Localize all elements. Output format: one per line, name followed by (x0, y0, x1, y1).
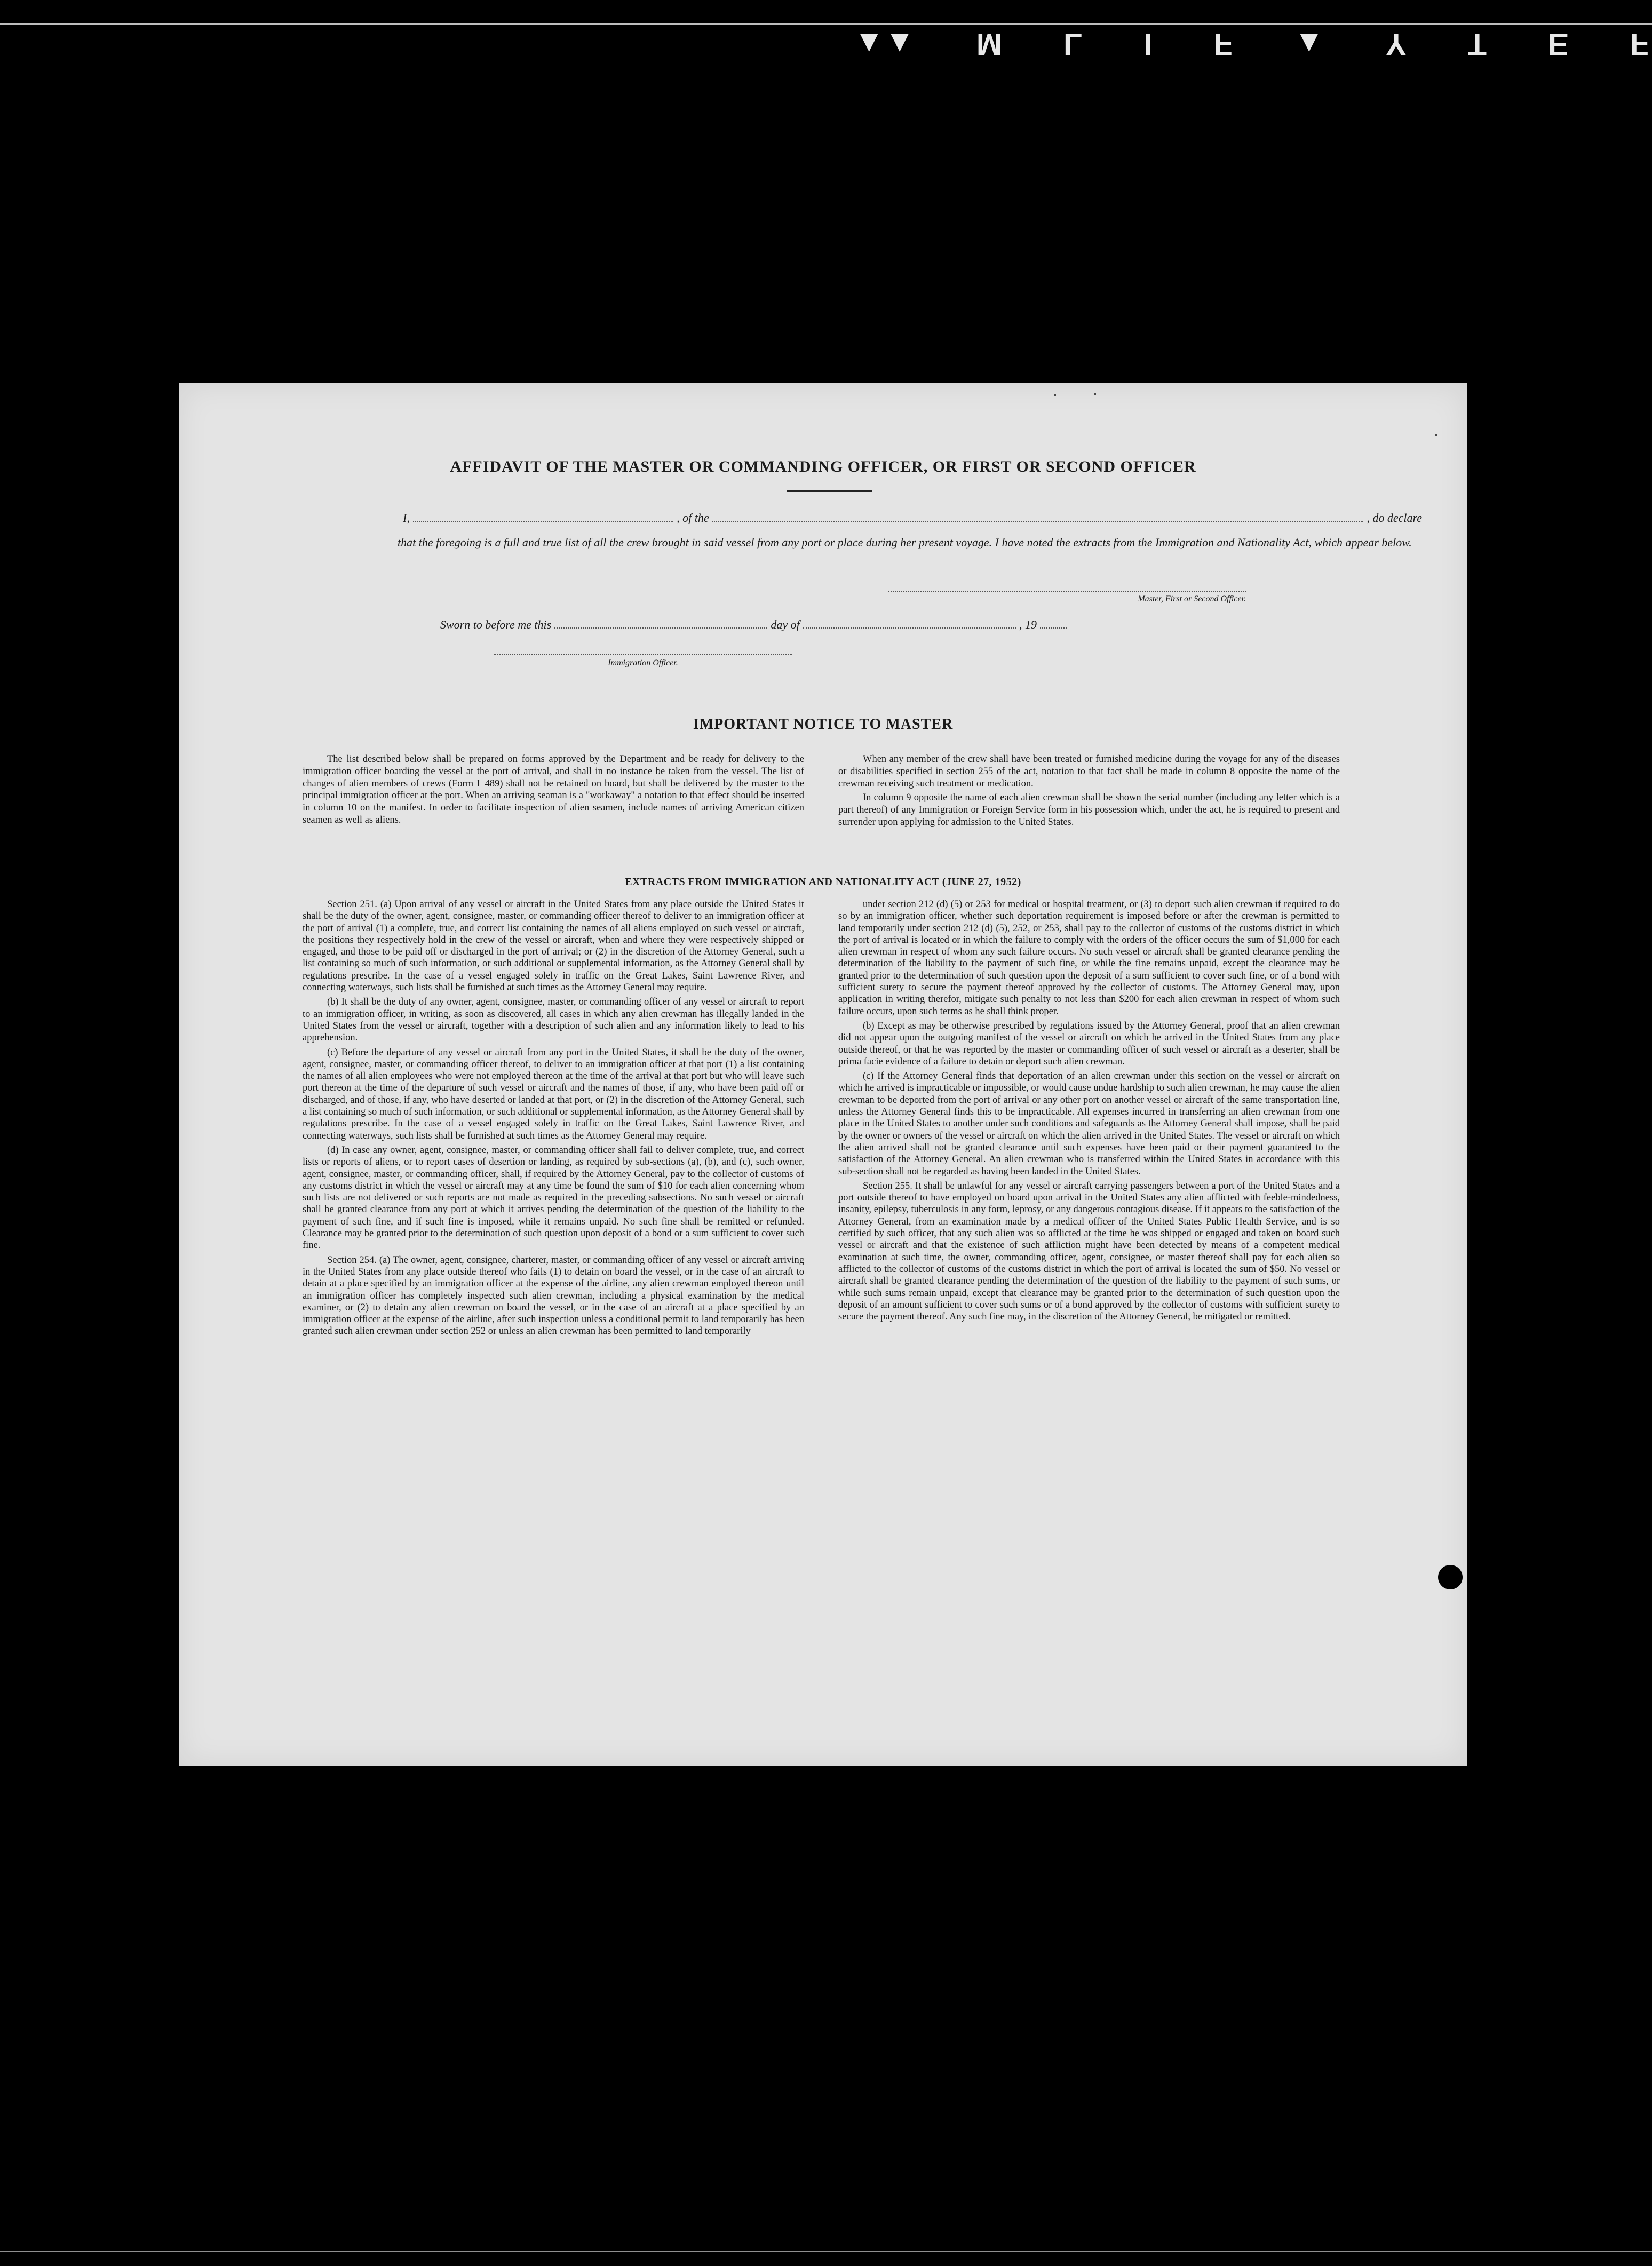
film-letter: F (1213, 27, 1233, 62)
notice-paragraph: The list described below shall be prepared on forms approved by the Department and be ready for delivery to the immigration officer boarding the vessel at the port of arrival, and shall in no instance be taken from the vessel. The list of changes of alien members of crews (Form I–489) shall not be retained on board, but shall be delivered by the master to the principal immigration officer at the port. When an arriving seaman is a "workaway" a notation to that effect should be inserted in column 10 on the manifest. In order to facilitate inspection of alien seamen, include names of arriving American citizen seamen as well as aliens. (303, 754, 804, 825)
scan-speck (1435, 434, 1437, 436)
declaration-line (403, 511, 1422, 525)
law-paragraph: Section 254. (a) The owner, agent, consignee, charterer, master, or commanding officer of any vessel or aircraft arriving in the United States from any place outside thereof who fails (1) to detain on board the vessel, or in the case of an aircraft to detain at a place specified by an immigration officer at the expense of the airline, any alien crewman employed thereon until an immigration officer has completely inspected such alien crewman, including a physical examination by the medical examiner, or (2) to detain any alien crewman on board the vessel, or in the case of an aircraft at a place specified by an immigration officer at the expense of the airline, after such inspection unless a conditional permit to land temporarily has been granted such alien crewman under section 252 or unless an alien crewman has been permitted to land temporarily (303, 1254, 804, 1337)
film-strip (0, 0, 1652, 69)
notice-title: IMPORTANT NOTICE TO MASTER (693, 716, 954, 733)
law-paragraph: Section 251. (a) Upon arrival of any vessel or aircraft in the United States from any place outside the United States it shall be the duty of the owner, agent, consignee, master, or commanding officer thereof to deliver to an immigration officer at the port of arrival (1) a complete, true, and correct list containing the names of all aliens employed on such vessel or aircraft, the positions they respectively hold in the crew of the vessel or aircraft, when and where they were respectively shipped or engaged, and those to be paid off or discharged in the port of arrival; or (2) in the discretion of the Attorney General, such a list containing so much of such information, or such additional or supplemental information, as the Attorney General shall by regulations prescribe. In the case of a vessel engaged solely in traffic on the Great Lakes, Saint Lawrence River, and connecting waterways, such lists shall be furnished at such times as the Attorney General may require. (303, 899, 804, 993)
notice-paragraph: In column 9 opposite the name of each alien crewman shall be shown the serial number (including any letter which is a part thereof) of any Immigration or Foreign Service form in his possession which, under the act, he is required to present and surrender upon applying for admission to the United States. (838, 792, 1340, 828)
declare-of-the: , of the (677, 511, 709, 524)
name-blank (413, 511, 673, 522)
notice-paragraph: When any member of the crew shall have been treated or furnished medicine during the voyage for any of the diseases or disabilities specified in section 255 of the act, notation to that fact shall be made in column 8 opposite the name of the crewman receiving such treatment or medication. (838, 754, 1340, 789)
law-paragraph: (c) Before the departure of any vessel or aircraft from any port in the United States, it shall be the duty of the owner, agent, consignee, master, or commanding officer thereof, to deliver to an immigration officer at that port (1) a list containing the names of all alien employees who were not employed thereon at the time of the arrival at that port but who will leave such port thereon at the time of the departure of such vessel or aircraft and the names of those, if any, who have been paid off or discharged, and of those, if any, who have deserted or landed at that port, or (2) in the discretion of the Attorney General, such a list containing so much of such information, or such additional or supplemental information, as the Attorney General shall by regulations prescribe. In the case of a vessel engaged solely in traffic on the Great Lakes, Saint Lawrence River, and connecting waterways, such lists shall be furnished at such times as the Attorney General may require. (303, 1047, 804, 1141)
notice-right-column (838, 753, 1340, 831)
film-letter: I (1143, 27, 1153, 62)
document-page (179, 383, 1467, 1766)
sworn-prefix: Sworn to before me this (440, 618, 552, 631)
film-letter: E (1547, 27, 1569, 62)
master-signature-label: Master, First or Second Officer. (888, 591, 1246, 604)
sworn-line (440, 618, 1070, 632)
film-letter: T (1467, 27, 1487, 62)
film-letter: M (976, 27, 1003, 62)
officer-signature-label: Immigration Officer. (494, 654, 792, 668)
sworn-date-blank (554, 618, 767, 629)
title-rule (787, 490, 872, 492)
scan-speck (1094, 393, 1096, 395)
law-paragraph: (c) If the Attorney General finds that deportation of an alien crewman under this section on the vessel or aircraft on which he arrived is impracticable or impossible, or would cause undue hardship to such alien crewman, he may cause the alien crewman to be deported from the port of arrival or any other port on another vessel or aircraft of the same transportation line, unless the Attorney General finds this to be impracticable. All expenses incurred in transferring an alien crewman from one place in the United States to another under such conditions and safeguards as the Attorney General shall impose, shall be paid by the owner or owners of the vessel or aircraft on which the alien arrived in the United States. The vessel or aircraft on which the alien arrived shall not be granted clearance until such expenses have been paid or their payment guaranteed to the satisfaction of the Attorney General. An alien crewman who is transferred within the United States in accordance with this sub-section shall not be regarded as having been landed in the United States. (838, 1071, 1340, 1177)
film-letter: F (1630, 27, 1649, 62)
affidavit-title: AFFIDAVIT OF THE MASTER OR COMMANDING OFFICER, OR FIRST OR SECOND OFFICER (450, 458, 1196, 475)
film-bottom-edge (0, 2251, 1652, 2252)
declare-prefix: I, (403, 511, 410, 524)
sworn-day-of: day of (771, 618, 800, 631)
film-letter: Y (1385, 27, 1407, 62)
film-edge-line (0, 23, 1652, 25)
film-edge-lettering (854, 26, 1649, 63)
scan-speck (1054, 394, 1056, 396)
sworn-year: , 19 (1019, 618, 1037, 631)
law-paragraph: Section 255. It shall be unlawful for any vessel or aircraft carrying passengers between a port of the United States and a port outside thereof to have employed on board upon arrival in the United States any alien afflicted with feeble-mindedness, insanity, epilepsy, tuberculosis in any form, leprosy, or any dangerous contagious disease. If it appears to the satisfaction of the Attorney General, from an examination made by a medical officer of the United States Public Health Service, and is so certified by such officer, that any such alien was so afflicted at the time he was shipped or engaged and taken on board such vessel or aircraft and that the existence of such affliction might have been detected by means of a competent medical examination at such time, the owner, commanding officer, agent, consignee, or master thereof shall pay for each alien so afflicted to the collector of customs of the customs district in which the port of arrival is located the sum of $50. No vessel or aircraft shall be granted clearance pending the determination of the question of the liability to the payment of such sums, or while such sums remain unpaid, except that clearance may be granted prior to the determination of such question upon the deposit of an amount sufficient to cover such sums or of a bond approved by the collector of customs with sufficient surety to secure the payment thereof. Any such fine may, in the discretion of the Attorney General, be mitigated or remitted. (838, 1180, 1340, 1323)
film-letter: ▲▲ (854, 27, 915, 62)
vessel-blank (712, 511, 1364, 522)
extracts-left-column (303, 899, 804, 1597)
film-letter: ▲ (1293, 27, 1325, 62)
sworn-year-blank (1040, 618, 1067, 629)
extracts-right-column (838, 899, 1340, 1597)
sworn-month-blank (803, 618, 1016, 629)
law-paragraph: (d) In case any owner, agent, consignee, master, or commanding officer shall fail to deliver complete, true, and correct lists or reports of aliens, or to report cases of desertion or landing, as required by sub-sections (a), (b), and (c), such owner, agent, consignee, master, or commanding officer, shall, if required by the Attorney General, pay to the collector of customs of any customs district in which the vessel or aircraft may at any time be found the sum of $10 for each alien concerning whom such lists are not delivered or such reports are not made as required in the preceding subsections. No such vessel or aircraft shall be granted clearance from any port at which it arrives pending the determination of the question of the liability to the payment of such fine, and if such fine is imposed, while it remains unpaid. No such fine shall be remitted or refunded. Clearance may be granted prior to the determination of such question upon deposit of a bond or a sum sufficient to cover such fine. (303, 1144, 804, 1251)
extracts-title: EXTRACTS FROM IMMIGRATION AND NATIONALITY ACT (JUNE 27, 1952) (625, 876, 1021, 888)
punch-hole (1438, 1565, 1463, 1589)
law-paragraph: (b) It shall be the duty of any owner, agent, consignee, master, or commanding officer of any vessel or aircraft to report to an immigration officer, in writing, as soon as discovered, all cases in which any alien crewman has illegally landed in the United States from the vessel or aircraft, together with a description of such alien and any information likely to lead to his apprehension. (303, 997, 804, 1044)
declare-suffix: , do declare (1367, 511, 1422, 524)
declaration-body: that the foregoing is a full and true list of all the crew brought in said vessel from any port or place during her present voyage. I have noted the extracts from the Immigration and Nationality Act, which appear below. (398, 536, 1412, 549)
law-paragraph: under section 212 (d) (5) or 253 for medical or hospital treatment, or (3) to deport such alien crewman if required to do so by an immigration officer, whether such deportation requirement is imposed before or after the crewman is permitted to land temporarily under section 212 (d) (5), 252, or 253, shall pay to the collector of customs of the customs district in which the port of arrival is located or in which the failure to comply with the orders of the officer occurs the sum of $1,000 for each alien crewman in respect of whom any such failure occurs. No such vessel or aircraft shall be granted clearance pending the determination of the liability to the payment of such fine, or while the fine remains unpaid, except the clearance may be granted prior to the determination of such question upon the deposit of a sum sufficient to cover such fine, or of a bond with sufficient surety to secure the payment thereof approved by the collector of customs. The Attorney General may, upon application in writing therefor, mitigate such penalty to not less than $200 for each alien crewman in respect of whom such failure occurs, upon such terms as he shall think proper. (838, 899, 1340, 1017)
law-paragraph: (b) Except as may be otherwise prescribed by regulations issued by the Attorney General, proof that an alien crewman did not appear upon the outgoing manifest of the vessel or aircraft on which he arrived in the United States from any place outside thereof, or that he was reported by the master or commanding officer of such vessel or aircraft as a deserter, shall be prima facie evidence of a failure to detain or deport such alien crewman. (838, 1020, 1340, 1067)
film-letter: L (1063, 27, 1083, 62)
notice-left-column (303, 753, 804, 829)
